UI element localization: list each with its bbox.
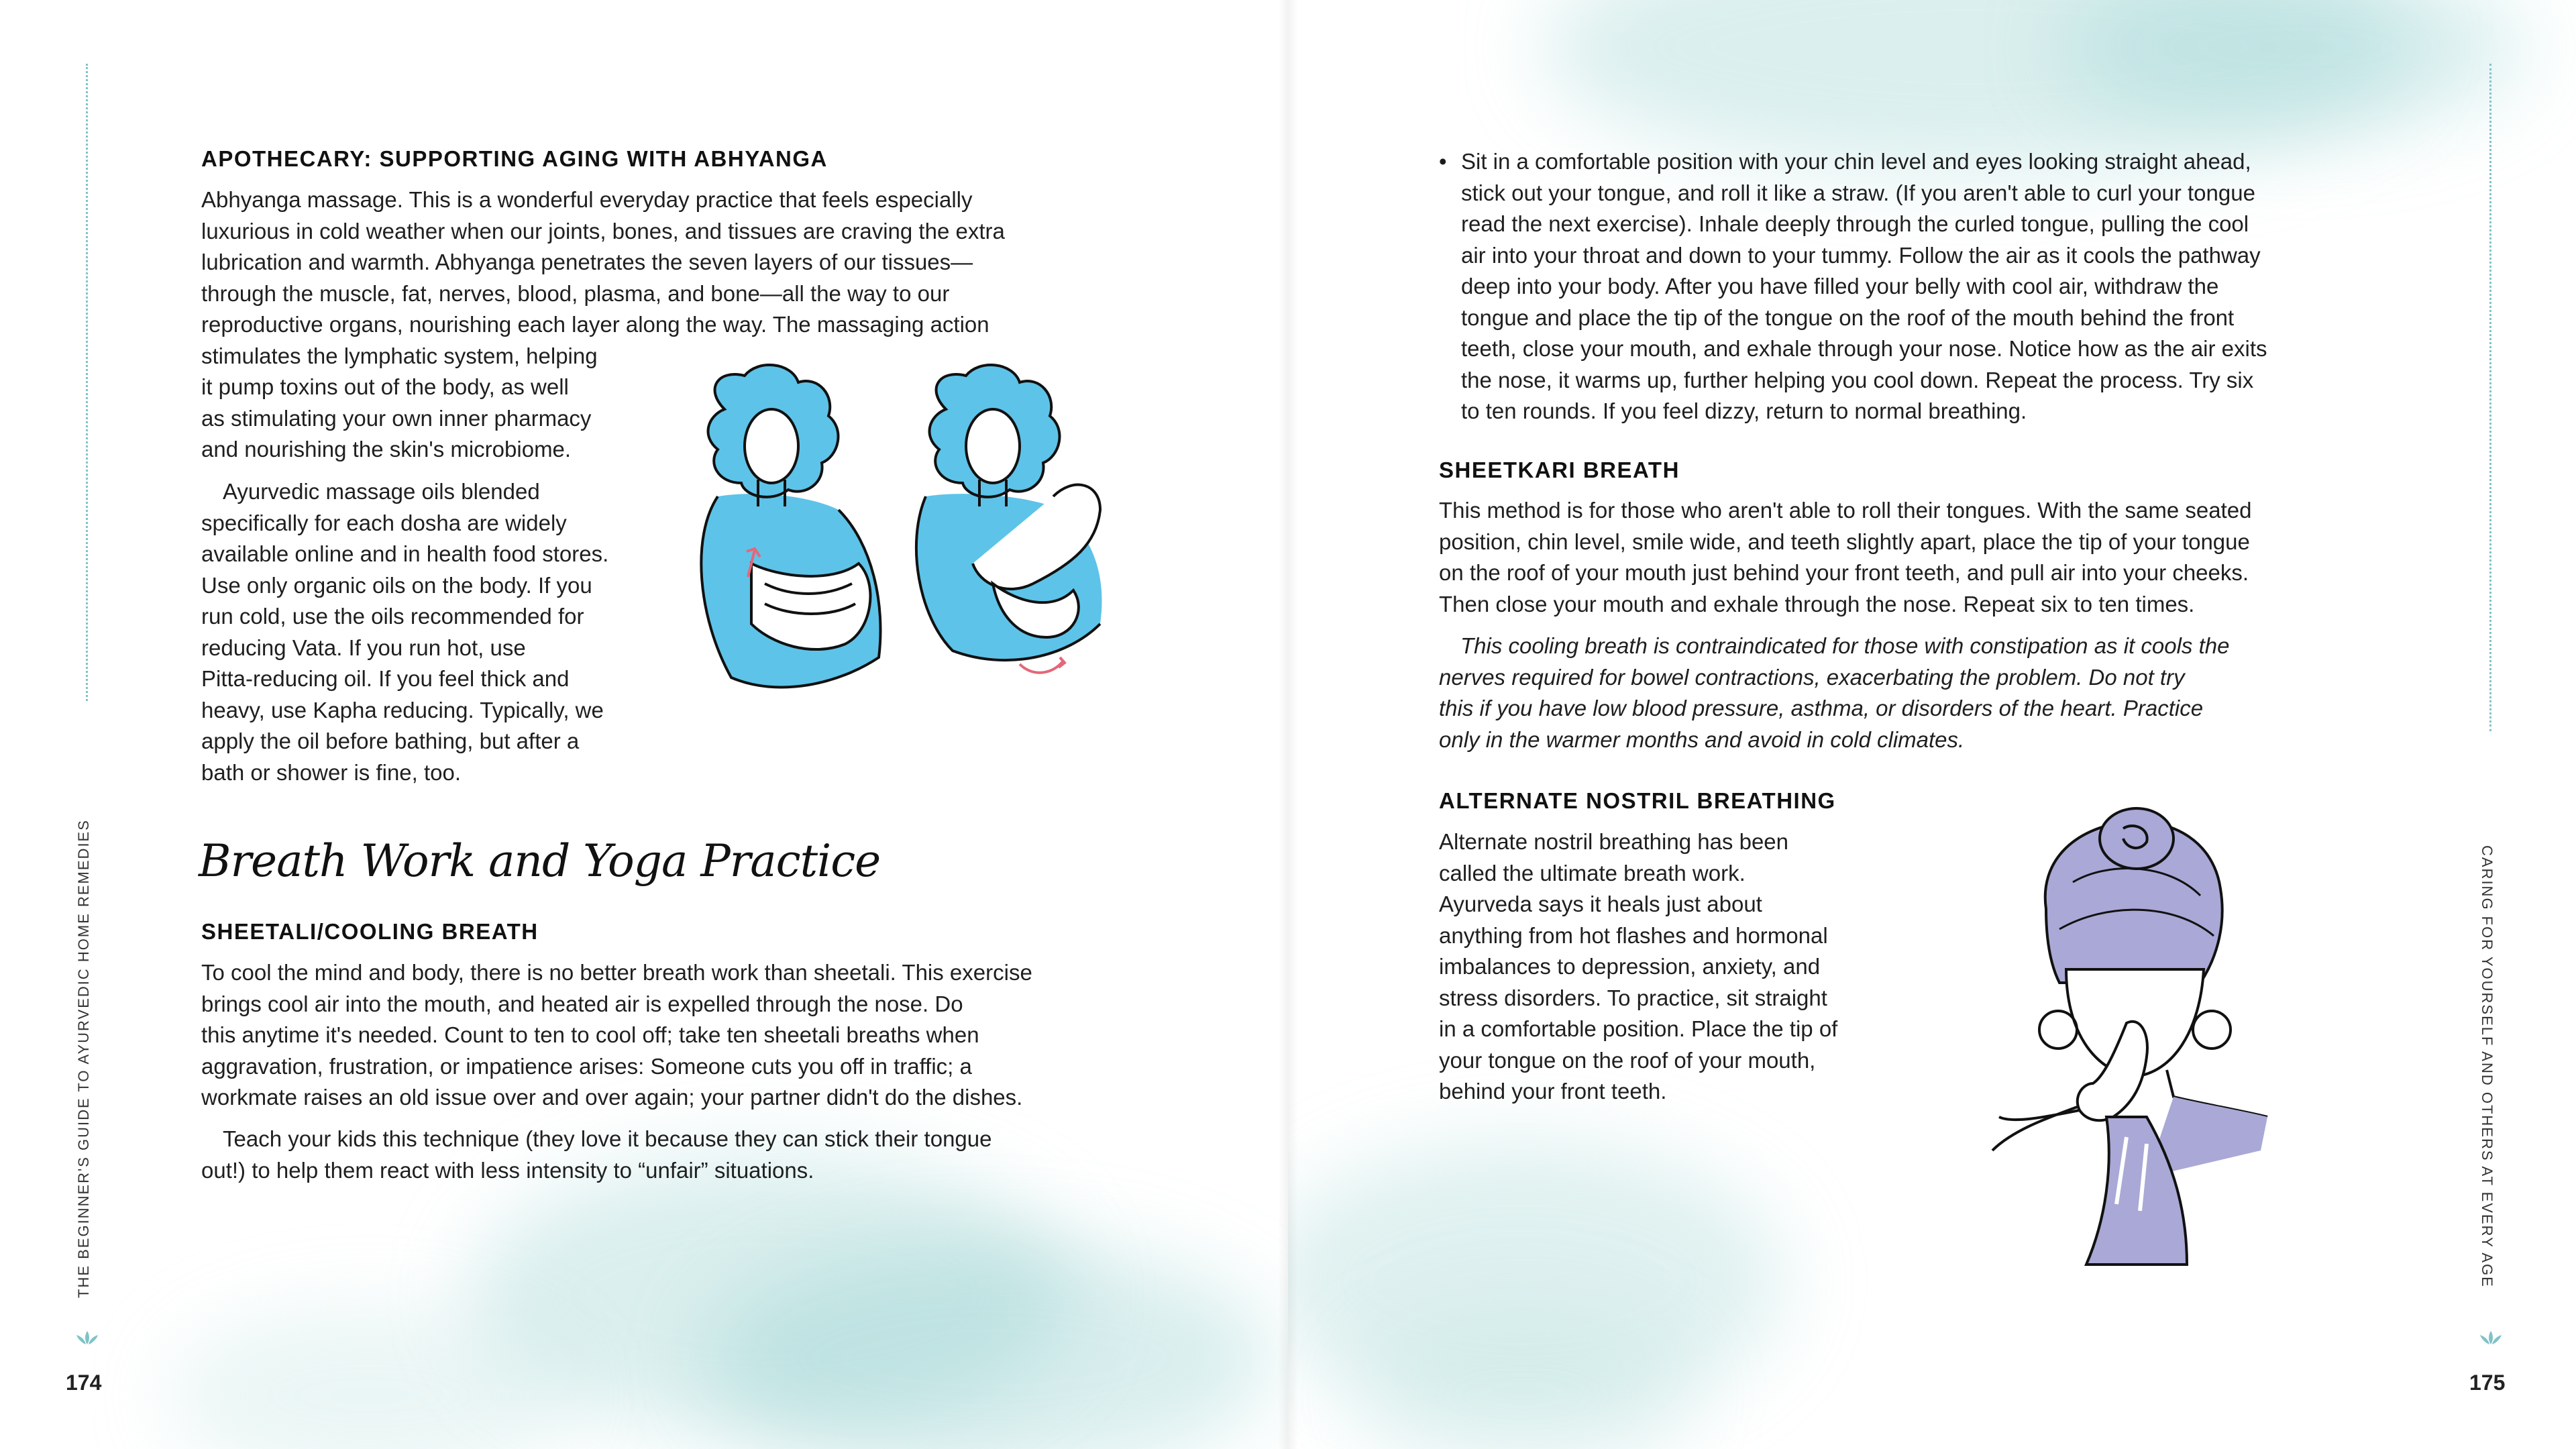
body-paragraph bbox=[201, 1124, 991, 1186]
text-line: to ten rounds. If you feel dizzy, return to normal breathing. bbox=[1461, 398, 2027, 423]
text-line: through the muscle, fat, nerves, blood, plasma, and bone—all the way to our bbox=[201, 280, 950, 306]
text-line: available online and in health food stores. bbox=[201, 541, 609, 566]
body-paragraph bbox=[1439, 826, 1837, 1108]
text-line: Alternate nostril breathing has been bbox=[1439, 829, 1789, 854]
text-line: stick out your tongue, and roll it like a straw. (If you aren't able to curl your tongue bbox=[1461, 180, 2255, 205]
body-paragraph bbox=[201, 957, 1032, 1114]
caution-paragraph bbox=[1439, 631, 2229, 755]
section-title: Breath Work and Yoga Practice bbox=[199, 835, 881, 887]
text-line: heavy, use Kapha reducing. Typically, we bbox=[201, 697, 604, 722]
text-line: reducing Vata. If you run hot, use bbox=[201, 635, 526, 660]
running-head: THE BEGINNER'S GUIDE TO AYURVEDIC HOME REMEDIES bbox=[75, 819, 92, 1298]
text-line: Teach your kids this technique (they love it because they can stick their tongue bbox=[223, 1126, 992, 1151]
text-line: lubrication and warmth. Abhyanga penetrates the seven layers of our tissues— bbox=[201, 250, 973, 274]
text-line: Abhyanga massage. This is a wonderful everyday practice that feels especially bbox=[201, 187, 973, 212]
text-line: Pitta-reducing oil. If you feel thick and bbox=[201, 666, 570, 691]
bullet-paragraph bbox=[1461, 146, 2267, 427]
text-line: called the ultimate breath work. bbox=[1439, 860, 1746, 885]
margin-dotted-line bbox=[2489, 64, 2491, 731]
text-line: anything from hot flashes and hormonal bbox=[1439, 922, 1828, 948]
text-line: behind your front teeth. bbox=[1439, 1079, 1667, 1104]
text-line: out!) to help them react with less intensity to “unfair” situations. bbox=[201, 1157, 814, 1183]
text-line: This cooling breath is contraindicated for those with constipation as it cools the bbox=[1460, 633, 2230, 658]
section-heading: SHEETALI/COOLING BREATH bbox=[201, 919, 539, 944]
lotus-icon bbox=[2477, 1330, 2504, 1346]
text-line: stress disorders. To practice, sit straight bbox=[1439, 985, 1827, 1010]
alternate-nostril-illustration bbox=[1972, 802, 2308, 1275]
text-line: and nourishing the skin's microbiome. bbox=[201, 437, 572, 462]
text-line: air into your throat and down to your tummy. Follow the air as it cools the pathway bbox=[1461, 242, 2261, 268]
text-line: deep into your body. After you have filled your belly with cool air, withdraw the bbox=[1461, 274, 2219, 299]
text-line: read the next exercise). Inhale deeply through the curled tongue, pulling the cool bbox=[1461, 211, 2249, 236]
text-line: specifically for each dosha are widely bbox=[201, 510, 567, 535]
section-heading: ALTERNATE NOSTRIL BREATHING bbox=[1439, 788, 1836, 813]
text-line: To cool the mind and body, there is no better breath work than sheetali. This exercise bbox=[201, 960, 1032, 985]
text-line: Ayurvedic massage oils blended bbox=[223, 479, 540, 504]
text-line: the nose, it warms up, further helping you cool down. Repeat the process. Try six bbox=[1461, 367, 2254, 392]
book-gutter bbox=[1278, 0, 1298, 1449]
text-line: imbalances to depression, anxiety, and bbox=[1439, 954, 1821, 979]
running-head: CARING FOR YOURSELF AND OTHERS AT EVERY AGE bbox=[2479, 845, 2496, 1288]
abhyanga-massage-illustration bbox=[678, 362, 1127, 718]
text-line: tongue and place the tip of the tongue on the roof of the mouth behind the front bbox=[1461, 305, 2235, 330]
text-line: Sit in a comfortable position with your chin level and eyes looking straight ahead, bbox=[1461, 149, 2251, 174]
text-line: on the roof of your mouth just behind your front teeth, and pull air into your cheeks. bbox=[1439, 560, 2249, 585]
text-line: this anytime it's needed. Count to ten to cool off; take ten sheetali breaths when bbox=[201, 1022, 979, 1047]
text-line: stimulates the lymphatic system, helping bbox=[201, 343, 598, 368]
text-line: Then close your mouth and exhale through the nose. Repeat six to ten times. bbox=[1439, 591, 2195, 616]
text-line: it pump toxins out of the body, as well bbox=[201, 374, 569, 399]
right-page bbox=[1288, 0, 2576, 1449]
text-line: as stimulating your own inner pharmacy bbox=[201, 405, 592, 431]
text-line: Ayurveda says it heals just about bbox=[1439, 892, 1762, 916]
text-line: aggravation, frustration, or impatience arises: Someone cuts you off in traffic; a bbox=[201, 1053, 972, 1079]
text-line: this if you have low blood pressure, asthma, or disorders of the heart. Practice bbox=[1439, 696, 2204, 720]
text-line: your tongue on the roof of your mouth, bbox=[1439, 1047, 1816, 1073]
text-line: This method is for those who aren't able to roll their tongues. With the same seated bbox=[1439, 498, 2252, 523]
text-line: position, chin level, smile wide, and teeth slightly apart, place the tip of your tongue bbox=[1439, 529, 2250, 554]
text-line: luxurious in cold weather when our joints, bones, and tissues are craving the extra bbox=[201, 218, 1005, 244]
text-line: workmate raises an old issue over and over again; your partner didn't do the dishes. bbox=[201, 1085, 1023, 1110]
section-heading: APOTHECARY: SUPPORTING AGING WITH ABHYANGA bbox=[201, 146, 828, 171]
body-paragraph bbox=[1439, 495, 2251, 620]
bullet-dot: • bbox=[1439, 149, 1447, 174]
text-line: nerves required for bowel contractions, exacerbating the problem. Do not try bbox=[1439, 664, 2185, 690]
text-line: reproductive organs, nourishing each layer along the way. The massaging action bbox=[201, 312, 989, 337]
lotus-icon bbox=[74, 1330, 101, 1346]
text-line: brings cool air into the mouth, and heated air is expelled through the nose. Do bbox=[201, 991, 963, 1016]
text-line: run cold, use the oils recommended for bbox=[201, 604, 584, 629]
margin-dotted-line bbox=[86, 64, 88, 701]
text-line: Use only organic oils on the body. If you bbox=[201, 572, 592, 598]
section-heading: SHEETKARI BREATH bbox=[1439, 458, 1680, 482]
text-line: bath or shower is fine, too. bbox=[201, 759, 462, 785]
text-line: in a comfortable position. Place the tip of bbox=[1439, 1016, 1838, 1041]
text-line: teeth, close your mouth, and exhale through your nose. Notice how as the air exits bbox=[1461, 336, 2267, 361]
page-number: 174 bbox=[66, 1371, 102, 1395]
body-paragraph bbox=[201, 476, 608, 788]
page-number: 175 bbox=[2469, 1371, 2506, 1395]
text-line: apply the oil before bathing, but after a bbox=[201, 729, 580, 753]
text-line: only in the warmer months and avoid in cold climates. bbox=[1439, 727, 1965, 752]
